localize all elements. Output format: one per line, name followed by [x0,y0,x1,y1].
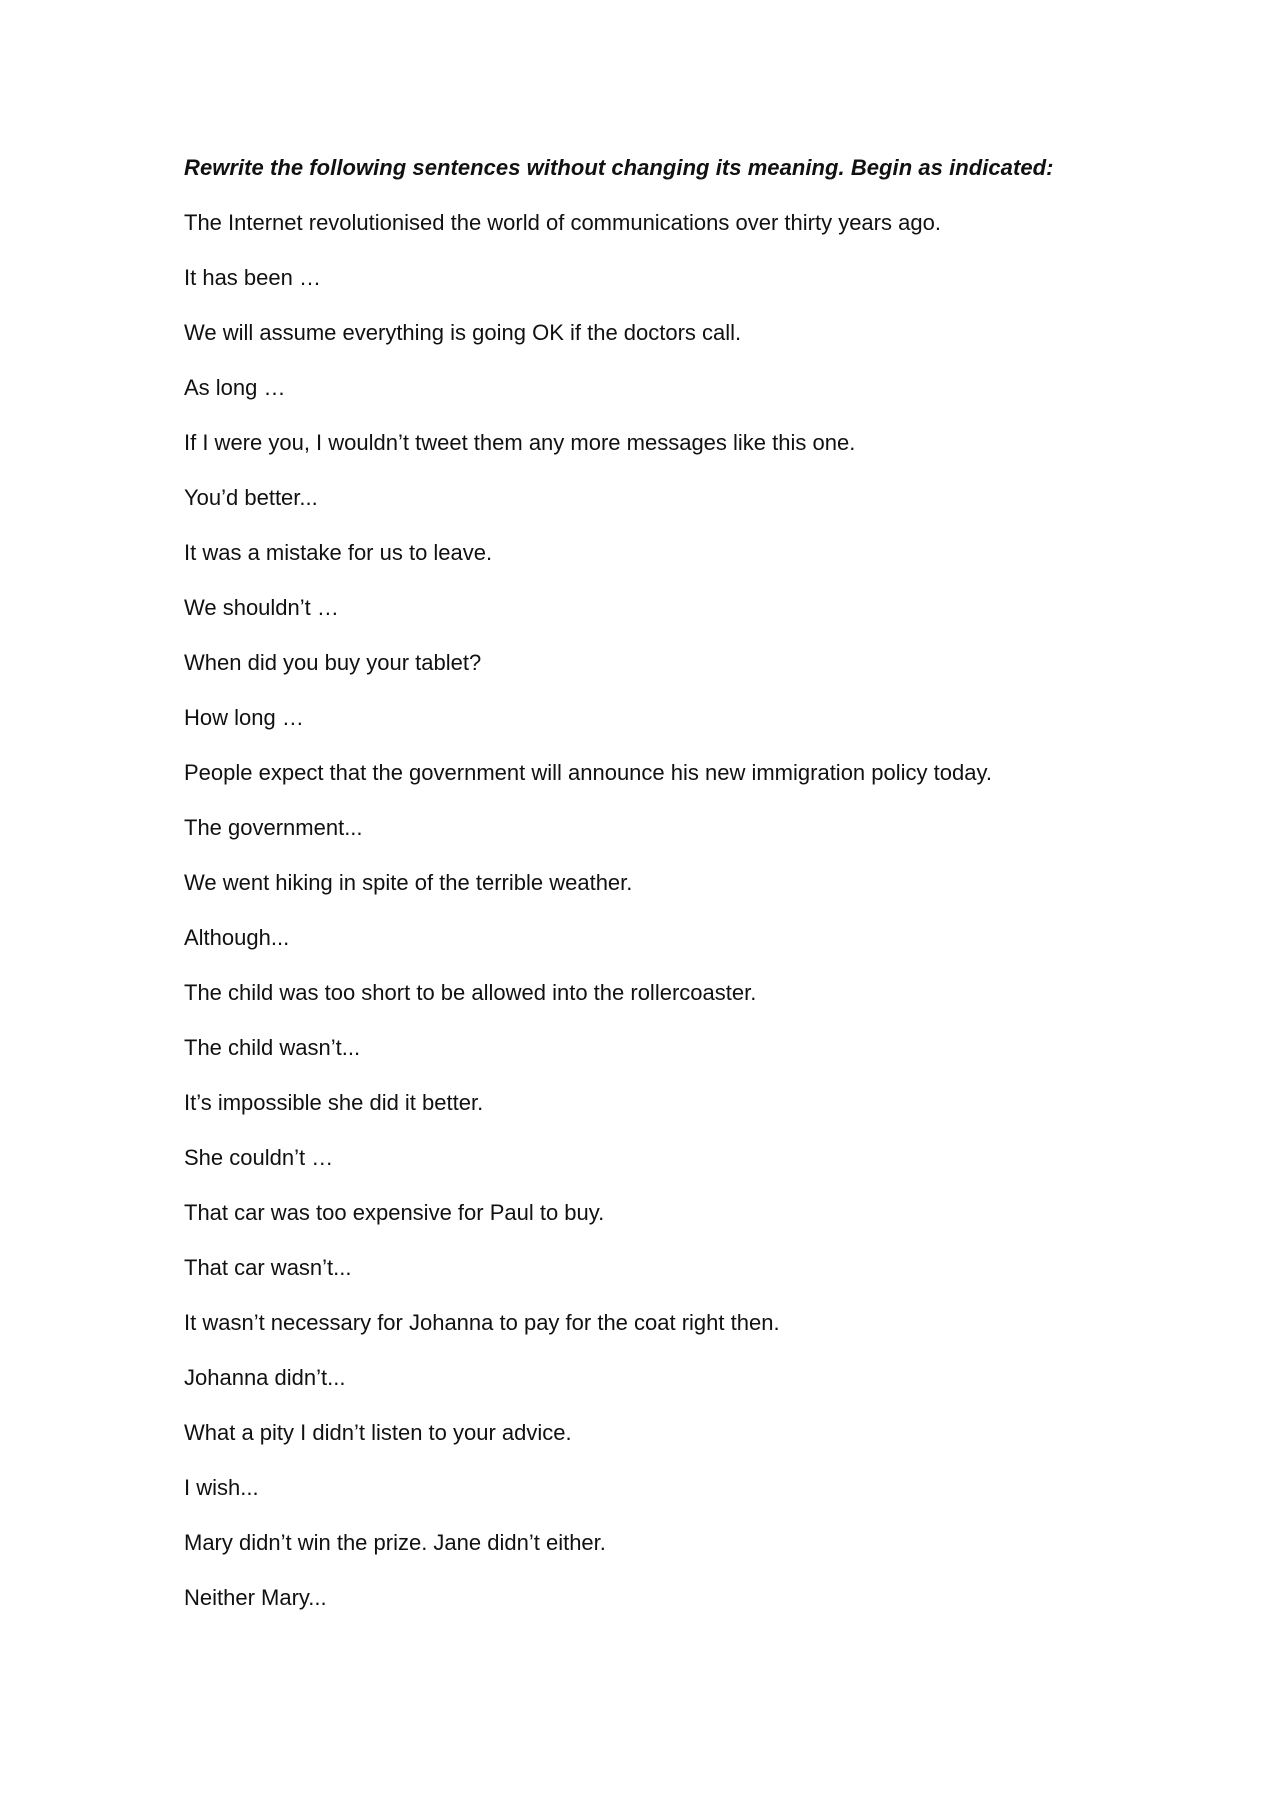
rewrite-prompt: Although... [184,925,290,950]
exercise-item-8 [184,976,1104,1086]
rewrite-prompt: How long … [184,705,304,730]
rewrite-prompt: I wish... [184,1475,259,1500]
rewrite-prompt: We shouldn’t … [184,595,339,620]
exercise-item-5 [184,646,1104,756]
exercise-item-11 [184,1306,1104,1416]
rewrite-prompt: She couldn’t … [184,1145,334,1170]
original-sentence: The child was too short to be allowed into the rollercoaster. [184,980,757,1005]
rewrite-prompt: It has been … [184,265,321,290]
original-sentence: That car was too expensive for Paul to buy. [184,1200,605,1225]
rewrite-prompt: You’d better... [184,485,318,510]
exercise-item-3 [184,426,1104,536]
original-sentence: If I were you, I wouldn’t tweet them any more messages like this one. [184,430,856,455]
rewrite-prompt: Johanna didn’t... [184,1365,346,1390]
exercise-list [184,206,1104,1636]
original-sentence: What a pity I didn’t listen to your advice. [184,1420,572,1445]
original-sentence: Mary didn’t win the prize. Jane didn’t either. [184,1530,606,1555]
original-sentence: When did you buy your tablet? [184,650,482,675]
exercise-item-4 [184,536,1104,646]
original-sentence: It wasn’t necessary for Johanna to pay for the coat right then. [184,1310,780,1335]
exercise-item-7 [184,866,1104,976]
exercise-item-9 [184,1086,1104,1196]
original-sentence: The Internet revolutionised the world of communications over thirty years ago. [184,210,941,235]
exercise-item-13 [184,1526,1104,1636]
rewrite-prompt: As long … [184,375,286,400]
rewrite-prompt: The government... [184,815,363,840]
instruction-heading: Rewrite the following sentences without changing its meaning. Begin as indicated: [184,155,1054,180]
original-sentence: We will assume everything is going OK if the doctors call. [184,320,742,345]
original-sentence: People expect that the government will announce his new immigration policy today. [184,760,992,785]
original-sentence: It’s impossible she did it better. [184,1090,484,1115]
exercise-item-12 [184,1416,1104,1526]
exercise-item-6 [184,756,1104,866]
rewrite-prompt: The child wasn’t... [184,1035,361,1060]
original-sentence: It was a mistake for us to leave. [184,540,493,565]
exercise-item-2 [184,316,1104,426]
page-content [184,151,1104,1636]
original-sentence: We went hiking in spite of the terrible weather. [184,870,633,895]
rewrite-prompt: Neither Mary... [184,1585,327,1610]
rewrite-prompt: That car wasn’t... [184,1255,352,1280]
exercise-item-10 [184,1196,1104,1306]
exercise-item-1 [184,206,1104,316]
